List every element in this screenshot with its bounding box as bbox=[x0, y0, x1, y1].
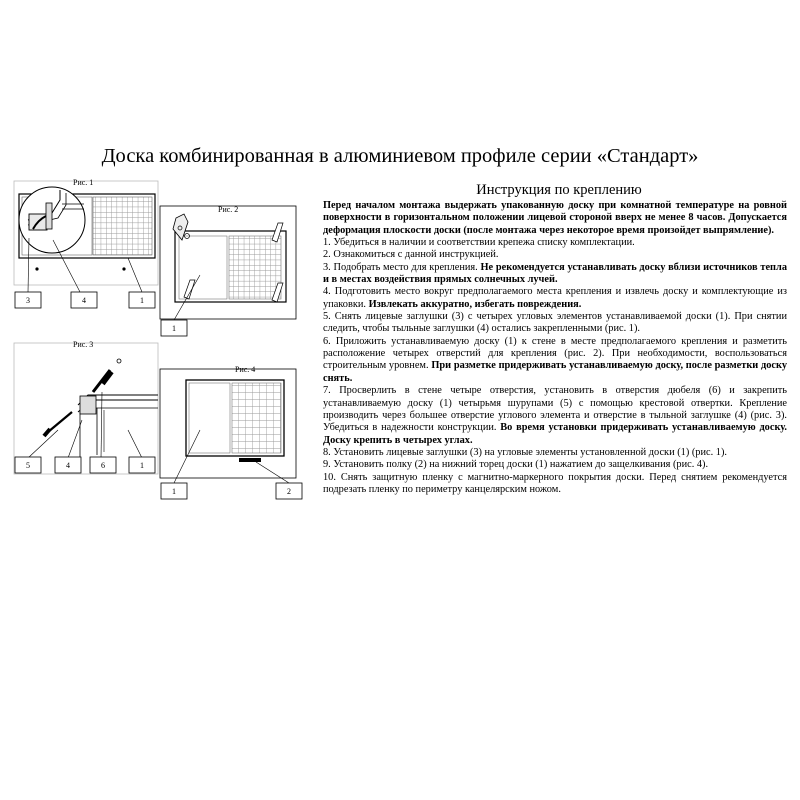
step-item: 1. Убедиться в наличии и соответствии крепежа списку комплектации. bbox=[323, 237, 635, 249]
figure-3-caption: Рис. 3 bbox=[73, 340, 94, 349]
callout-1: 1 bbox=[140, 296, 144, 305]
page-title: Доска комбинированная в алюминиевом профиле серии «Стандарт» bbox=[101, 145, 699, 167]
cork-grid-surface bbox=[232, 383, 281, 453]
instructions-panel bbox=[323, 182, 787, 496]
callout-6: 6 bbox=[101, 461, 105, 470]
figure-3 bbox=[14, 340, 158, 474]
step-item: 7. Просверлить в стене четыре отверстия, установить в отверстия дюбеля (6) и закрепить устанавливаемую доску (1) четырьмя шурупами (5) с помощью крестовой отвертки. Крепление производить через большее отверстие углового элемента и отверстие в тыльной заглушке (4) (рис. 3). Убедиться в надежности конструкции. Во время установки придерживать устанавливаемую доску. Доску крепить в четырех углах. bbox=[323, 385, 787, 446]
step-item: 6. Приложить устанавливаемую доску (1) к стене в месте предполагаемого крепления и разметить расположение четырех отверстий для крепления (рис. 2). При необходимости, воспользоваться строительным уровнем. При разметке придерживать устанавливаемую доску, после разметки доску снять. bbox=[323, 335, 788, 384]
figure-2 bbox=[160, 205, 296, 336]
instructions-heading: Инструкция по креплению bbox=[476, 182, 642, 198]
figure-4-caption: Рис. 4 bbox=[235, 365, 256, 374]
figure-2-caption: Рис. 2 bbox=[218, 205, 239, 214]
corner-element bbox=[80, 396, 96, 414]
step-item: 4. Подготовить место вокруг предполагаемого места крепления и извлечь доску и комплектующие из упаковки. Извлекать аккуратно, избегать повреждения. bbox=[323, 286, 787, 310]
step-item: 9. Установить полку (2) на нижний торец доски (1) нажатием до защелкивания (рис. 4). bbox=[323, 459, 709, 471]
callout-2: 2 bbox=[287, 487, 291, 496]
figure-4 bbox=[160, 365, 302, 499]
callout-1: 1 bbox=[140, 461, 144, 470]
figure-1 bbox=[14, 178, 158, 308]
whiteboard-surface bbox=[179, 236, 227, 299]
step-item: 3. Подобрать место для крепления. Не рекомендуется устанавливать доску вблизи источников тепла и в местах воздействия прямых солнечных лучей. bbox=[323, 261, 787, 286]
cork-grid-surface bbox=[93, 197, 152, 255]
screw-icon bbox=[117, 359, 121, 363]
step-item: 8. Установить лицевые заглушки (3) на угловые элементы установленной доски (1) (рис. 1). bbox=[323, 446, 727, 458]
callout-1: 1 bbox=[172, 324, 176, 333]
callout-1: 1 bbox=[172, 487, 176, 496]
cork-grid-surface bbox=[229, 236, 281, 299]
callout-3: 3 bbox=[26, 296, 30, 305]
step-item: 5. Снять лицевые заглушки (3) с четырех угловых элементов устанавливаемой доски (1). При снятии следить, чтобы тыльные заглушки (4) остались закрепленными (рис. 1). bbox=[323, 311, 787, 335]
step-item: 2. Ознакомиться с данной инструкцией. bbox=[323, 249, 499, 261]
shelf-icon bbox=[239, 458, 261, 462]
figure-1-caption: Рис. 1 bbox=[73, 178, 94, 187]
instructions-intro: Перед началом монтажа выдержать упакованную доску при комнатной температуре на ровной поверхности в горизонтальном положении лицевой стороной вверх не менее 8 часов. Допускается деформация плоскости доски (после монтажа через некоторое время произойдет выпрямление). bbox=[323, 200, 787, 236]
step-item: 10. Снять защитную пленку с магнитно-маркерного покрытия доски. Перед снятием рекомендуется подрезать пленку по периметру канцелярским ножом. bbox=[323, 471, 787, 495]
callout-4: 4 bbox=[66, 461, 70, 470]
callout-4: 4 bbox=[82, 296, 86, 305]
callout-5: 5 bbox=[26, 461, 30, 470]
whiteboard-surface bbox=[189, 383, 230, 453]
